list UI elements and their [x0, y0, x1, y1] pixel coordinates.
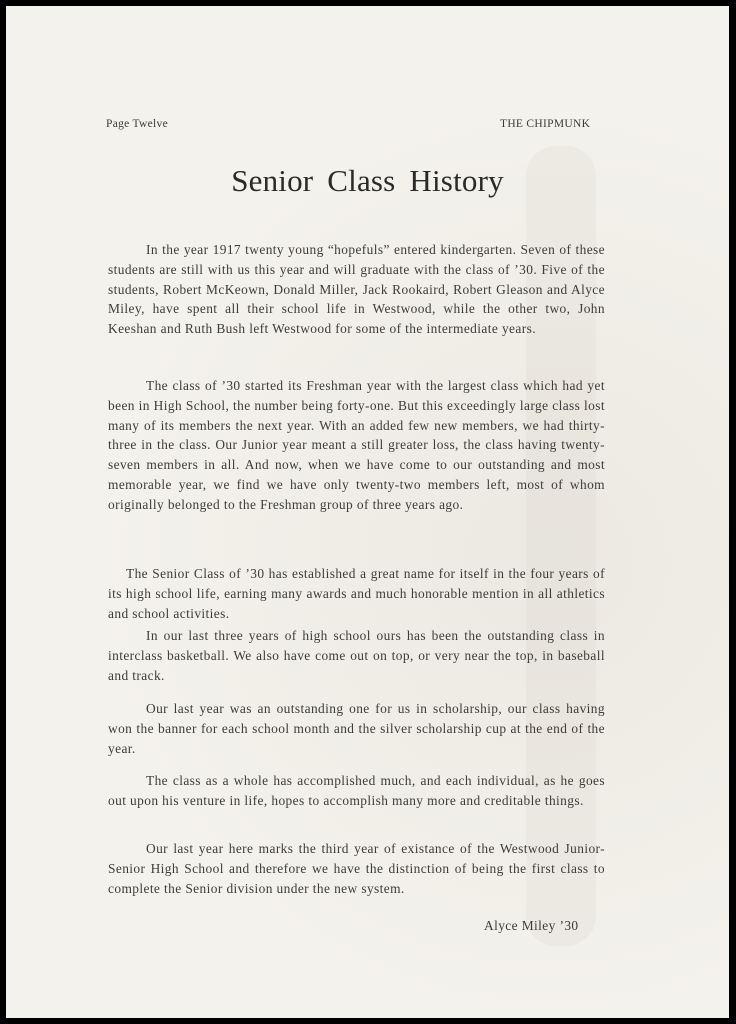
paragraph: In the year 1917 twenty young “hopefuls” entered kindergarten. Seven of these students are still with us this year and will graduate with the class of ’30. Five of the students, Robert McKeown, Donald Miller, Jack Rookaird, Robert Gleason and Alyce Miley, have spent all their school life in Westwood, while the other two, John Keeshan and Ruth Bush left Westwood for some of the intermediate years. [108, 242, 605, 337]
paragraph-block [108, 376, 605, 515]
paragraph-block [108, 839, 605, 898]
paragraph: The Senior Class of ’30 has established a great name for itself in the four years of its high school life, earning many awards and much honorable mention in all athletics and school activities. [108, 566, 605, 621]
document-page [6, 6, 729, 1018]
page-title: Senior Class History [231, 163, 504, 198]
paragraph-block [108, 564, 605, 623]
paragraph: Our last year here marks the third year of existance of the Westwood Junior-Senior High School and therefore we have the distinction of being the first class to complete the Senior division under the new system. [108, 841, 605, 896]
paragraph: The class of ’30 started its Freshman year with the largest class which had yet been in High School, the number being forty-one. But this exceedingly large class lost many of its members the next year. With an added few new members, we had thirty-three in the class. Our Junior year meant a still greater loss, the class having twenty-seven members in all. And now, when we have come to our outstanding and most memorable year, we find we have only twenty-two members left, most of whom originally belonged to the Freshman group of three years ago. [108, 378, 605, 512]
paragraph: In our last three years of high school ours has been the outstanding class in interclass basketball. We also have come out on top, or very near the top, in baseball and track. [108, 628, 605, 683]
paragraph-block [108, 240, 605, 339]
paragraph-block [108, 626, 605, 685]
paragraph: Our last year was an outstanding one for us in scholarship, our class having won the banner for each school month and the silver scholarship cup at the end of the year. [108, 701, 605, 756]
paragraph: The class as a whole has accomplished much, and each individual, as he goes out upon his venture in life, hopes to accomplish many more and creditable things. [108, 773, 605, 808]
paragraph-block [108, 771, 605, 811]
page-number-label: Page Twelve [106, 118, 169, 130]
author-signature: Alyce Miley ’30 [484, 918, 579, 933]
paragraph-block [108, 699, 605, 758]
publication-name: THE CHIPMUNK [500, 118, 591, 130]
